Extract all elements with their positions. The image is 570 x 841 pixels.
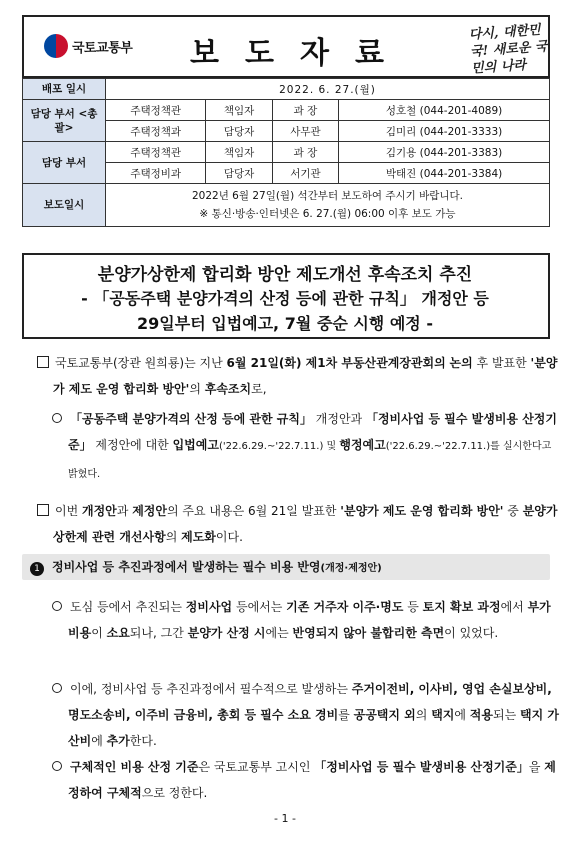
circle-bullet-icon xyxy=(52,683,62,693)
role-cell: 담당자 xyxy=(206,163,272,184)
text: 되는 xyxy=(492,708,520,722)
text-bold: 개정안 xyxy=(82,504,117,518)
text: 의 주요 내용은 6월 21일 발표한 xyxy=(166,504,341,518)
report-label: 보도일시 xyxy=(23,184,106,227)
paragraph-6 xyxy=(48,754,563,806)
square-bullet-icon xyxy=(37,504,49,516)
item-heading xyxy=(30,554,540,582)
text: 후 발표한 xyxy=(472,356,531,370)
text-bold: 논의 xyxy=(449,356,473,370)
text-bold: '분양가 제도 운영 합리화 방안' xyxy=(53,356,558,396)
text: 를 xyxy=(338,708,354,722)
dept-cell: 주택정비과 xyxy=(106,163,206,184)
text: 중 xyxy=(503,504,523,518)
text-bold: 제도화 xyxy=(181,530,216,544)
ministry-name: 국토교통부 xyxy=(72,41,133,56)
text-bold: 기존 거주자 이주·명도 xyxy=(286,600,404,614)
text: 국토교통부(장관 원희룡)는 지난 xyxy=(55,356,227,370)
text: 한다. xyxy=(129,734,157,748)
text: 개정안과 xyxy=(311,412,366,426)
text: 등에서는 xyxy=(232,600,287,614)
text-bold: 「공동주택 분양가격의 산정 등에 관한 규칙」 xyxy=(70,412,312,426)
text: 등 xyxy=(403,600,423,614)
text: 도심 등에서 추진되는 xyxy=(70,600,186,614)
slogan: 다시, 대한민국! 새로운 국민의 나라 xyxy=(468,22,548,77)
circle-bullet-icon xyxy=(52,413,62,423)
pos-cell: 과 장 xyxy=(272,142,338,163)
text-bold: 제정하여 구체적 xyxy=(68,760,556,800)
text: 에 xyxy=(454,708,470,722)
info-table xyxy=(22,78,550,227)
dept-cell: 주택정책관 xyxy=(106,142,206,163)
text-bold: 분양가 산정 시 xyxy=(187,626,266,640)
text-bold: 「정비사업 등 필수 발생비용 산정기준」 xyxy=(314,760,529,774)
text: 을 xyxy=(528,760,545,774)
text: 이번 xyxy=(55,504,82,518)
text: 은 국토교통부 고시인 xyxy=(198,760,315,774)
ministry-logo-icon xyxy=(44,34,68,58)
table-row xyxy=(23,79,550,100)
headline-sub-2: 29일부터 입법예고, 7월 중순 시행 예정 - xyxy=(137,314,433,333)
text: 의 xyxy=(165,530,182,544)
page-title: 보도자료 xyxy=(190,36,410,71)
role-cell: 책임자 xyxy=(206,100,272,121)
paragraph-1 xyxy=(33,350,563,402)
text-bold: 분양가상한제 관련 개선사항 xyxy=(53,504,558,544)
circle-bullet-icon xyxy=(52,761,62,771)
item-heading-title: 정비사업 등 추진과정에서 발생하는 필수 비용 반영 xyxy=(52,560,321,574)
name-cell: 김기용 (044-201-3383) xyxy=(339,142,550,163)
text: 에 xyxy=(91,734,107,748)
dept1-label: 담당 부서 <총 괄> xyxy=(23,100,106,142)
dept-cell: 주택정책관 xyxy=(106,100,206,121)
text-bold: 행정예고 xyxy=(339,438,386,452)
text: ('22.6.29.~'22.7.11.) 및 xyxy=(218,441,340,452)
text: 의 xyxy=(189,382,205,396)
text-bold: 추가 xyxy=(106,734,130,748)
text-bold: 반영되지 않아 불합리한 측면 xyxy=(292,626,445,640)
text-bold: 택지 xyxy=(431,708,455,722)
text-bold: 부가 비용 xyxy=(68,600,551,640)
circle-bullet-icon xyxy=(52,601,62,611)
text-bold: 6월 21일(화) 제1차 부동산관계장관회의 xyxy=(226,356,446,370)
text-bold: 적용 xyxy=(469,708,493,722)
name-cell: 박태진 (044-201-3384) xyxy=(339,163,550,184)
text-bold: 정비사업 xyxy=(185,600,233,614)
paragraph-5 xyxy=(48,676,563,754)
text: 로, xyxy=(251,382,267,396)
text: 으로 정한다. xyxy=(141,786,208,800)
text-bold: 택지 가산비 xyxy=(68,708,559,748)
text: 이 있었다. xyxy=(444,626,499,640)
paragraph-4 xyxy=(48,594,563,646)
headline-main: 분양가상한제 합리화 방안 제도개선 후속조치 추진 xyxy=(97,265,473,285)
text: 과 xyxy=(116,504,133,518)
text: 에서 xyxy=(500,600,528,614)
page-number: - 1 - xyxy=(274,812,296,825)
table-row xyxy=(23,100,550,121)
report-cell xyxy=(106,184,550,227)
square-bullet-icon xyxy=(37,356,49,368)
name-cell: 성호철 (044-201-4089) xyxy=(339,100,550,121)
number-badge: 1 xyxy=(30,562,44,576)
dist-date: 2022. 6. 27.(월) xyxy=(106,79,550,100)
role-cell: 담당자 xyxy=(206,121,272,142)
text: ('22.6.29.~'22.7.11.)를 실시한다고 밝혔다. xyxy=(68,441,552,480)
text: 제정안에 대한 xyxy=(91,438,173,452)
text-bold: 소요 xyxy=(106,626,130,640)
pos-cell: 사무관 xyxy=(272,121,338,142)
text: 이다. xyxy=(215,530,243,544)
text-bold: 입법예고 xyxy=(172,438,219,452)
report-line-2: ※ 통신·방송·인터넷은 6. 27.(월) 06:00 이후 보도 가능 xyxy=(199,208,456,220)
text: 이에, 정비사업 등 추진과정에서 필수적으로 발생하는 xyxy=(70,682,352,696)
pos-cell: 서기관 xyxy=(272,163,338,184)
text-bold: 구체적인 비용 산정 기준 xyxy=(70,760,199,774)
dept-cell: 주택정책과 xyxy=(106,121,206,142)
text: 이 xyxy=(91,626,107,640)
dist-label: 배포 일시 xyxy=(23,79,106,100)
headline-sub-1: - 「공동주택 분양가격의 산정 등에 관한 규칙」 개정안 등 xyxy=(81,289,489,308)
text-bold: 제정안 xyxy=(132,504,167,518)
text: 되나, 그간 xyxy=(129,626,188,640)
table-row xyxy=(23,142,550,163)
text-bold: '분양가 제도 운영 합리화 방안' xyxy=(340,504,504,518)
text-bold: 토지 확보 과정 xyxy=(422,600,501,614)
item-heading-tag: (개정·제정안) xyxy=(320,563,382,574)
name-cell: 김미리 (044-201-3333) xyxy=(339,121,550,142)
text-bold: 「정비사업 등 필수 발생비용 산정기준」 xyxy=(68,412,557,452)
text: 의 xyxy=(415,708,432,722)
table-row xyxy=(23,184,550,227)
dept2-label: 담당 부서 xyxy=(23,142,106,184)
text-bold: 주거이전비, 이사비, 영업 손실보상비, 명도소송비, 이주비 금융비, 총회 등 필수 소요 경비 xyxy=(68,682,552,722)
pos-cell: 과 장 xyxy=(272,100,338,121)
paragraph-3 xyxy=(33,498,563,550)
role-cell: 책임자 xyxy=(206,142,272,163)
text-bold: 후속조치 xyxy=(204,382,252,396)
paragraph-2 xyxy=(48,406,563,488)
text: 에는 xyxy=(265,626,293,640)
report-line-1: 2022년 6월 27일(월) 석간부터 보도하여 주시기 바랍니다. xyxy=(191,190,464,202)
text-bold: 공공택지 외 xyxy=(353,708,416,722)
